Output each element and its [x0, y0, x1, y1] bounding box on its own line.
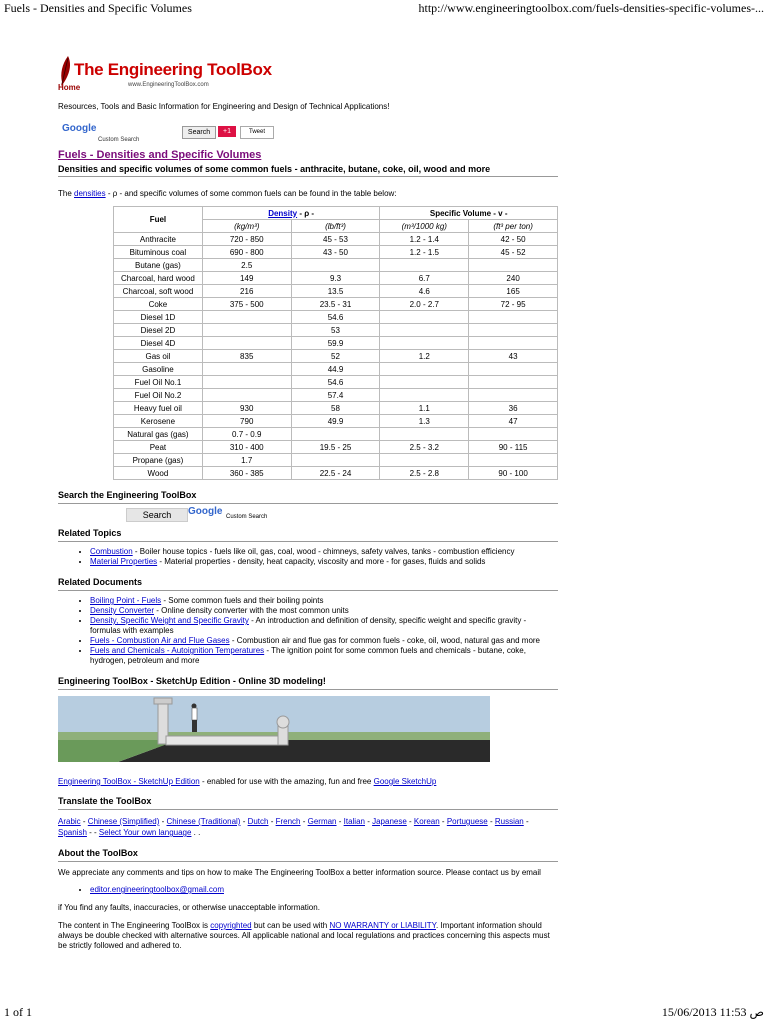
table-cell: 165 — [469, 285, 558, 298]
table-cell — [469, 259, 558, 272]
table-row — [114, 272, 558, 285]
table-cell: 19.5 - 25 — [291, 441, 380, 454]
table-row — [114, 415, 558, 428]
table-cell: 1.7 — [202, 454, 291, 467]
language-link[interactable]: Portuguese — [446, 817, 488, 826]
sketchup-section — [58, 676, 558, 786]
tagline: Resources, Tools and Basic Information for Engineering and Design of Technical Applications! — [58, 102, 390, 111]
table-cell: Anthracite — [114, 233, 203, 246]
table-cell: Coke — [114, 298, 203, 311]
table-row — [114, 350, 558, 363]
densities-link[interactable]: densities — [74, 189, 106, 198]
table-cell: Wood — [114, 467, 203, 480]
select-language-link[interactable]: Select Your own language — [98, 828, 192, 837]
table-cell: 43 - 50 — [291, 246, 380, 259]
top-search-button[interactable]: Search — [182, 126, 216, 139]
table-cell: 45 - 53 — [291, 233, 380, 246]
table-cell: 1.2 — [380, 350, 469, 363]
search-button[interactable]: Search — [126, 508, 188, 522]
table-cell — [291, 259, 380, 272]
table-row — [114, 454, 558, 467]
table-row — [114, 324, 558, 337]
table-cell: 2.5 - 3.2 — [380, 441, 469, 454]
table-cell — [469, 454, 558, 467]
page-title[interactable]: Fuels - Densities and Specific Volumes — [58, 149, 262, 161]
table-row — [114, 259, 558, 272]
list-item-text: - The ignition point for some common fuels and chemicals - butane, coke, hydrogen, petroleum and more — [90, 646, 526, 665]
table-cell: 360 - 385 — [202, 467, 291, 480]
table-cell: Diesel 1D — [114, 311, 203, 324]
language-link[interactable]: French — [275, 817, 301, 826]
table-cell: 45 - 52 — [469, 246, 558, 259]
table-cell: 1.2 - 1.5 — [380, 246, 469, 259]
header-density: Density - ρ - — [202, 207, 380, 220]
table-cell — [380, 259, 469, 272]
table-cell — [380, 376, 469, 389]
list-item — [90, 646, 558, 666]
print-title: Fuels - Densities and Specific Volumes — [4, 1, 192, 15]
language-link[interactable]: Japanese — [372, 817, 407, 826]
table-row — [114, 337, 558, 350]
table-cell: Fuel Oil No.2 — [114, 389, 203, 402]
table-cell — [202, 389, 291, 402]
sketchup-illustration[interactable] — [58, 696, 490, 762]
language-link[interactable]: German — [307, 817, 337, 826]
list-item-text: - Some common fuels and their boiling points — [161, 596, 324, 605]
translate-heading: Translate the ToolBox — [58, 796, 558, 810]
table-cell — [380, 363, 469, 376]
table-cell — [469, 428, 558, 441]
list-item-text: - Material properties - density, heat capacity, viscosity and more - for gases, fluids and solids — [157, 557, 486, 566]
table-cell — [291, 454, 380, 467]
intro-text: The densities - ρ - and specific volumes of some common fuels can be found in the table below: — [58, 189, 397, 198]
print-page-number: 1 of 1 — [4, 1005, 32, 1019]
table-cell: 47 — [469, 415, 558, 428]
language-link[interactable]: Arabic — [58, 817, 81, 826]
table-cell: 2.0 - 2.7 — [380, 298, 469, 311]
table-cell — [469, 311, 558, 324]
table-cell — [202, 337, 291, 350]
list-item — [90, 596, 558, 606]
table-cell: Butane (gas) — [114, 259, 203, 272]
table-cell: 54.6 — [291, 311, 380, 324]
table-cell: 6.7 — [380, 272, 469, 285]
google-plus-button[interactable]: +1 — [218, 126, 236, 137]
fuel-table — [113, 206, 558, 480]
related-documents-heading: Related Documents — [58, 577, 558, 591]
language-link[interactable]: Korean — [413, 817, 440, 826]
google-sketchup-link[interactable]: Google SketchUp — [373, 777, 437, 786]
table-cell: 2.5 - 2.8 — [380, 467, 469, 480]
list-item-link[interactable]: Material Properties — [90, 557, 158, 566]
table-cell: 59.9 — [291, 337, 380, 350]
table-cell: Diesel 2D — [114, 324, 203, 337]
table-cell: Peat — [114, 441, 203, 454]
table-cell: Propane (gas) — [114, 454, 203, 467]
logo-sub: www.EngineeringToolBox.com — [128, 82, 209, 88]
search-heading: Search the Engineering ToolBox — [58, 490, 558, 504]
table-cell: 375 - 500 — [202, 298, 291, 311]
table-cell — [380, 324, 469, 337]
table-cell: Kerosene — [114, 415, 203, 428]
table-row — [114, 389, 558, 402]
table-row — [114, 363, 558, 376]
header-specific-volume: Specific Volume - v - — [380, 207, 558, 220]
list-item-link[interactable]: Boiling Point - Fuels — [90, 596, 162, 605]
table-cell: Bituminous coal — [114, 246, 203, 259]
print-header — [0, 0, 768, 18]
table-cell: 240 — [469, 272, 558, 285]
custom-search-label: Custom Search — [98, 137, 140, 143]
table-cell — [469, 337, 558, 350]
language-link[interactable]: Chinese (Simplified) — [87, 817, 160, 826]
sketchup-text: Engineering ToolBox - SketchUp Edition - enabled for use with the amazing, fun and free Google SketchUp — [58, 777, 437, 786]
table-cell: 49.9 — [291, 415, 380, 428]
table-cell: 690 - 800 — [202, 246, 291, 259]
table-cell: 23.5 - 31 — [291, 298, 380, 311]
warranty-link[interactable]: NO WARRANTY or LIABILITY — [329, 921, 436, 930]
table-cell: Diesel 4D — [114, 337, 203, 350]
table-row — [114, 467, 558, 480]
email-link[interactable]: editor.engineeringtoolbox@gmail.com — [90, 885, 224, 894]
list-item-link[interactable]: Fuels and Chemicals - Autoignition Temperatures — [90, 646, 265, 655]
table-cell: Gasoline — [114, 363, 203, 376]
language-link[interactable]: Dutch — [247, 817, 269, 826]
table-cell: 52 — [291, 350, 380, 363]
table-cell — [291, 428, 380, 441]
language-link[interactable]: Chinese (Traditional) — [166, 817, 241, 826]
table-cell: 90 - 100 — [469, 467, 558, 480]
list-item-link[interactable]: Fuels - Combustion Air and Flue Gases — [90, 636, 230, 645]
language-link[interactable]: Spanish — [58, 828, 87, 837]
list-item — [90, 557, 558, 567]
table-cell: Fuel Oil No.1 — [114, 376, 203, 389]
language-link[interactable]: Italian — [343, 817, 365, 826]
language-list: Arabic - Chinese (Simplified) - Chinese (Traditional) - Dutch - French - German - Italian - Japanese - Korean - Portuguese - Russian - Spanish - - Select Your own language . . — [58, 817, 529, 837]
table-cell: 44.9 — [291, 363, 380, 376]
search-section — [58, 490, 558, 524]
list-item-link[interactable]: Combustion — [90, 547, 133, 556]
list-item-text: - Boiler house topics - fuels like oil, gas, coal, wood - chimneys, safety valves, tanks - combustion efficiency — [132, 547, 515, 556]
table-cell: 310 - 400 — [202, 441, 291, 454]
table-cell — [380, 337, 469, 350]
table-cell — [469, 389, 558, 402]
table-cell — [380, 428, 469, 441]
table-cell: 90 - 115 — [469, 441, 558, 454]
site-logo[interactable] — [58, 50, 278, 96]
unit-m3-1000kg: (m³/1000 kg) — [380, 220, 469, 233]
table-cell — [202, 376, 291, 389]
table-cell — [380, 454, 469, 467]
table-cell: 720 - 850 — [202, 233, 291, 246]
table-cell: 2.5 — [202, 259, 291, 272]
table-cell: 149 — [202, 272, 291, 285]
custom-search-label-2: Custom Search — [226, 514, 268, 520]
table-cell: 1.2 - 1.4 — [380, 233, 469, 246]
table-cell: 22.5 - 24 — [291, 467, 380, 480]
list-item — [90, 606, 558, 616]
table-cell — [202, 363, 291, 376]
table-cell — [380, 389, 469, 402]
table-cell: 58 — [291, 402, 380, 415]
table-row — [114, 246, 558, 259]
table-cell: 930 — [202, 402, 291, 415]
table-cell: 42 - 50 — [469, 233, 558, 246]
tweet-button[interactable]: Tweet — [240, 126, 274, 139]
sketchup-edition-link[interactable]: Engineering ToolBox - SketchUp Edition — [58, 777, 200, 786]
table-cell — [380, 311, 469, 324]
table-cell: 790 — [202, 415, 291, 428]
table-row — [114, 441, 558, 454]
table-cell: 1.1 — [380, 402, 469, 415]
about-heading: About the ToolBox — [58, 848, 558, 862]
print-url: http://www.engineeringtoolbox.com/fuels-densities-specific-volumes-... — [418, 1, 764, 15]
sketchup-heading: Engineering ToolBox - SketchUp Edition - Online 3D modeling! — [58, 676, 558, 690]
print-datetime: 15/06/2013 11:53 ص — [661, 1005, 764, 1019]
table-row — [114, 402, 558, 415]
density-link[interactable]: Density — [268, 208, 298, 218]
feather-icon — [58, 56, 72, 86]
list-item-text: - An introduction and definition of density, specific weight and specific gravity - formulas with examples — [90, 616, 527, 635]
table-cell: 216 — [202, 285, 291, 298]
logo-home: Home — [58, 83, 81, 92]
unit-kgm3: (kg/m³) — [202, 220, 291, 233]
table-cell: 57.4 — [291, 389, 380, 402]
table-cell: 835 — [202, 350, 291, 363]
table-row — [114, 285, 558, 298]
header-fuel: Fuel — [114, 207, 203, 233]
list-item-link[interactable]: Density, Specific Weight and Specific Gravity — [90, 616, 249, 625]
list-item-text: - Combustion air and flue gas for common fuels - coke, oil, wood, natural gas and more — [229, 636, 540, 645]
table-cell: Charcoal, soft wood — [114, 285, 203, 298]
table-cell: 4.6 — [380, 285, 469, 298]
table-cell: 53 — [291, 324, 380, 337]
related-topics-heading: Related Topics — [58, 528, 558, 542]
related-topics — [58, 528, 558, 567]
table-cell: 72 - 95 — [469, 298, 558, 311]
copyright-link[interactable]: copyrighted — [210, 921, 252, 930]
table-cell: 43 — [469, 350, 558, 363]
table-row — [114, 233, 558, 246]
about-p1: We appreciate any comments and tips on how to make The Engineering ToolBox a better information source. Please contact us by email — [58, 868, 541, 877]
unit-ft3-ton: (ft³ per ton) — [469, 220, 558, 233]
related-documents — [58, 577, 558, 666]
print-footer — [0, 1004, 768, 1024]
table-cell: 9.3 — [291, 272, 380, 285]
table-row — [114, 298, 558, 311]
top-search — [58, 121, 558, 147]
translate-section — [58, 796, 558, 838]
table-cell: 54.6 — [291, 376, 380, 389]
list-item-link[interactable]: Density Converter — [90, 606, 155, 615]
logo-title: The Engineering ToolBox — [74, 60, 272, 79]
list-item — [90, 547, 558, 557]
table-cell: Heavy fuel oil — [114, 402, 203, 415]
list-item — [90, 616, 558, 636]
google-logo: Google — [62, 123, 97, 134]
table-row — [114, 428, 558, 441]
table-cell: 0.7 - 0.9 — [202, 428, 291, 441]
table-cell — [202, 311, 291, 324]
table-cell — [469, 324, 558, 337]
table-cell: 13.5 — [291, 285, 380, 298]
google-logo-2: Google — [188, 506, 223, 517]
about-p3: The content in The Engineering ToolBox is copyrighted but can be used with NO WARRANTY or LIABILITY. Important information should always be double checked with alternative sources. All applicable national and local regulations and practices concerning this aspects must be strictly followed and adhered to. — [58, 921, 550, 950]
language-link[interactable]: Russian — [494, 817, 524, 826]
about-section — [58, 848, 558, 951]
page-content — [58, 50, 558, 951]
list-item — [90, 636, 558, 646]
table-cell: 36 — [469, 402, 558, 415]
unit-lbft3: (lb/ft³) — [291, 220, 380, 233]
page-subtitle: Densities and specific volumes of some common fuels - anthracite, butane, coke, oil, wood and more — [58, 164, 558, 177]
table-cell — [469, 363, 558, 376]
table-cell: 1.3 — [380, 415, 469, 428]
table-cell: Natural gas (gas) — [114, 428, 203, 441]
table-row — [114, 311, 558, 324]
table-row — [114, 376, 558, 389]
table-cell: Gas oil — [114, 350, 203, 363]
table-cell — [469, 376, 558, 389]
table-cell — [202, 324, 291, 337]
table-cell: Charcoal, hard wood — [114, 272, 203, 285]
about-p2: if You find any faults, inaccuracies, or otherwise unacceptable information. — [58, 903, 320, 912]
list-item-text: - Online density converter with the most common units — [154, 606, 349, 615]
